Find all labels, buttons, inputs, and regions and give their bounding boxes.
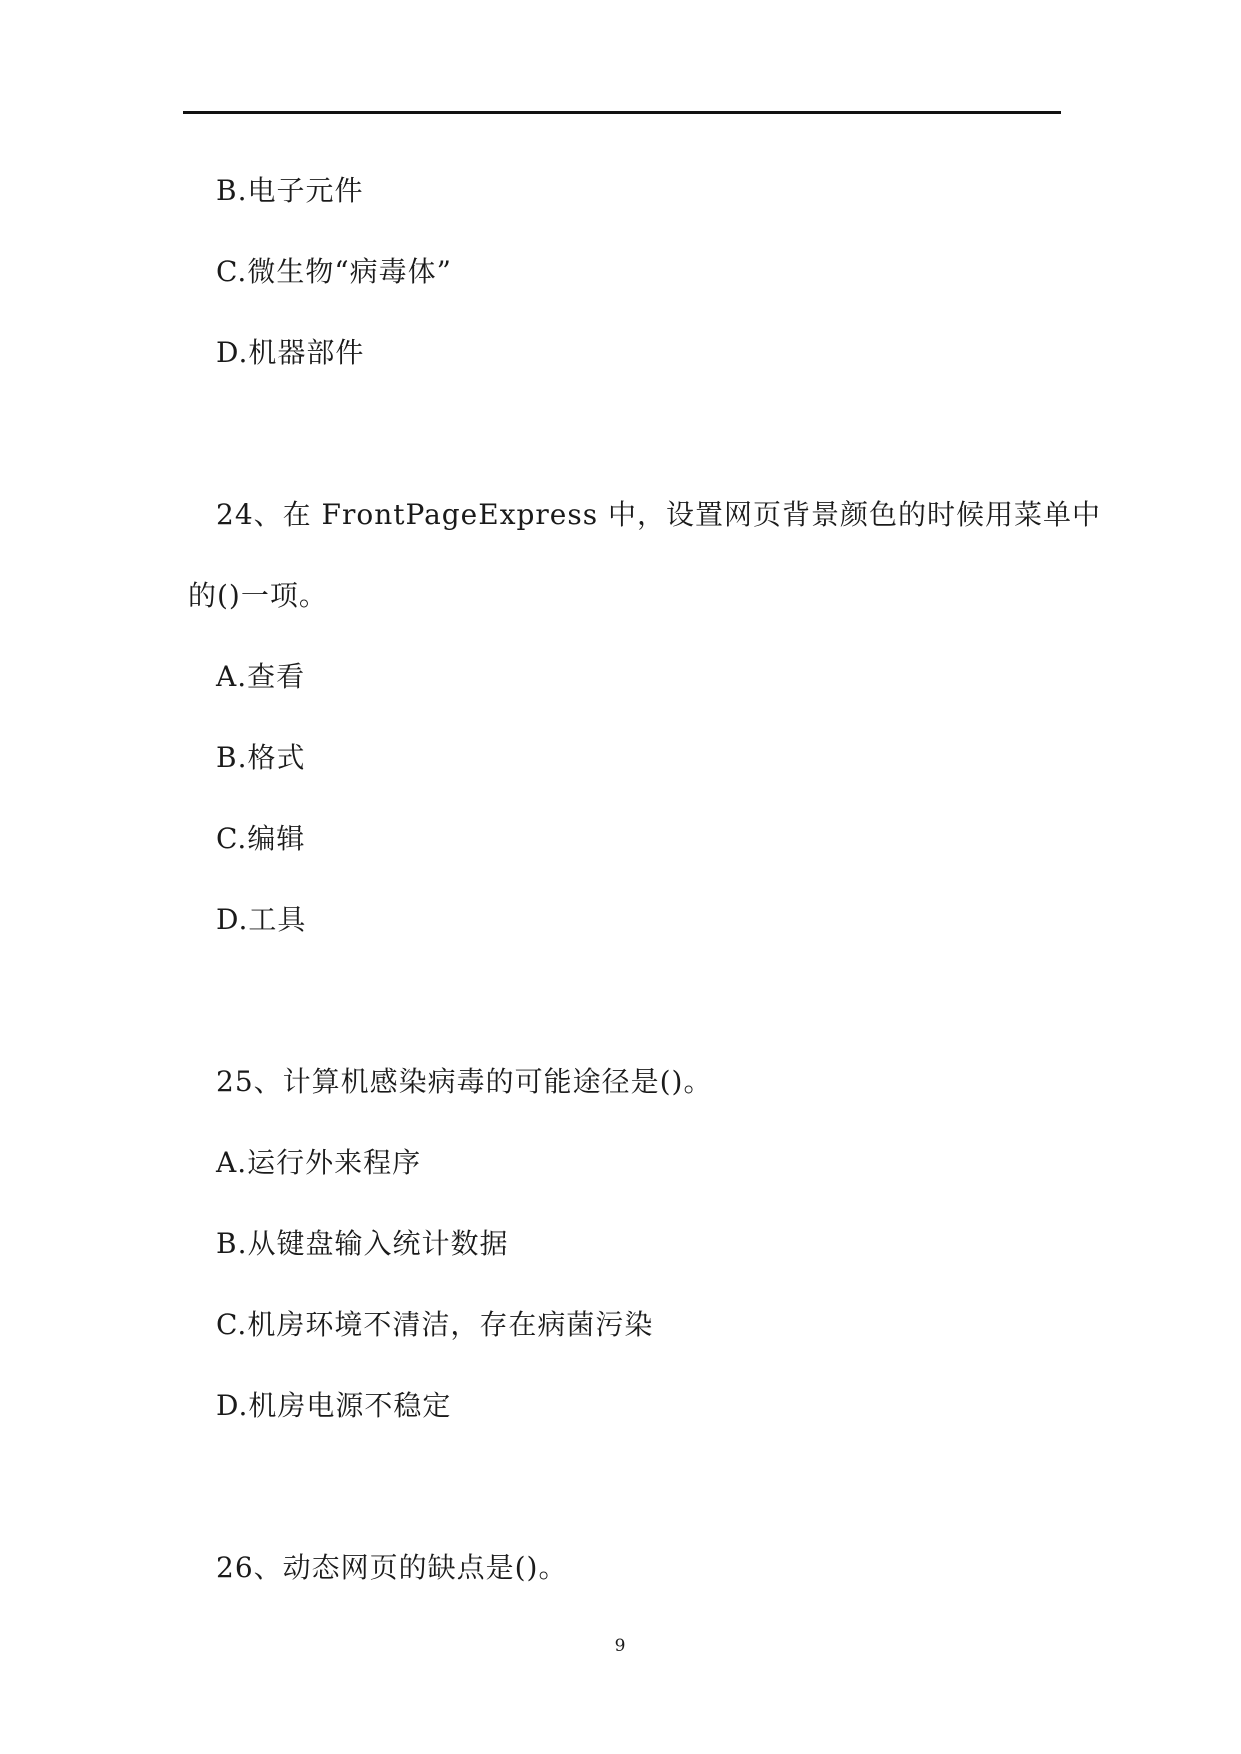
q25-option-a: A.运行外来程序	[216, 1146, 422, 1179]
question-24-line-2: 的()一项。	[188, 579, 328, 612]
header-rule	[183, 111, 1061, 114]
q25-option-d: D.机房电源不稳定	[216, 1389, 452, 1422]
question-24-line-1: 24、在 FrontPageExpress 中，设置网页背景颜色的时候用菜单中	[216, 498, 1102, 531]
q23-option-b: B.电子元件	[216, 174, 364, 207]
question-26: 26、动态网页的缺点是()。	[216, 1551, 568, 1584]
q23-option-c: C.微生物“病毒体”	[216, 255, 452, 288]
q25-option-c: C.机房环境不清洁，存在病菌污染	[216, 1308, 654, 1341]
q24-option-c: C.编辑	[216, 822, 306, 855]
q24-option-d: D.工具	[216, 903, 307, 936]
q25-option-b: B.从键盘输入统计数据	[216, 1227, 509, 1260]
q24-option-a: A.查看	[216, 660, 306, 693]
q23-option-d: D.机器部件	[216, 336, 365, 369]
q24-option-b: B.格式	[216, 741, 306, 774]
question-25: 25、计算机感染病毒的可能途径是()。	[216, 1065, 713, 1098]
page-number: 9	[614, 1636, 626, 1656]
